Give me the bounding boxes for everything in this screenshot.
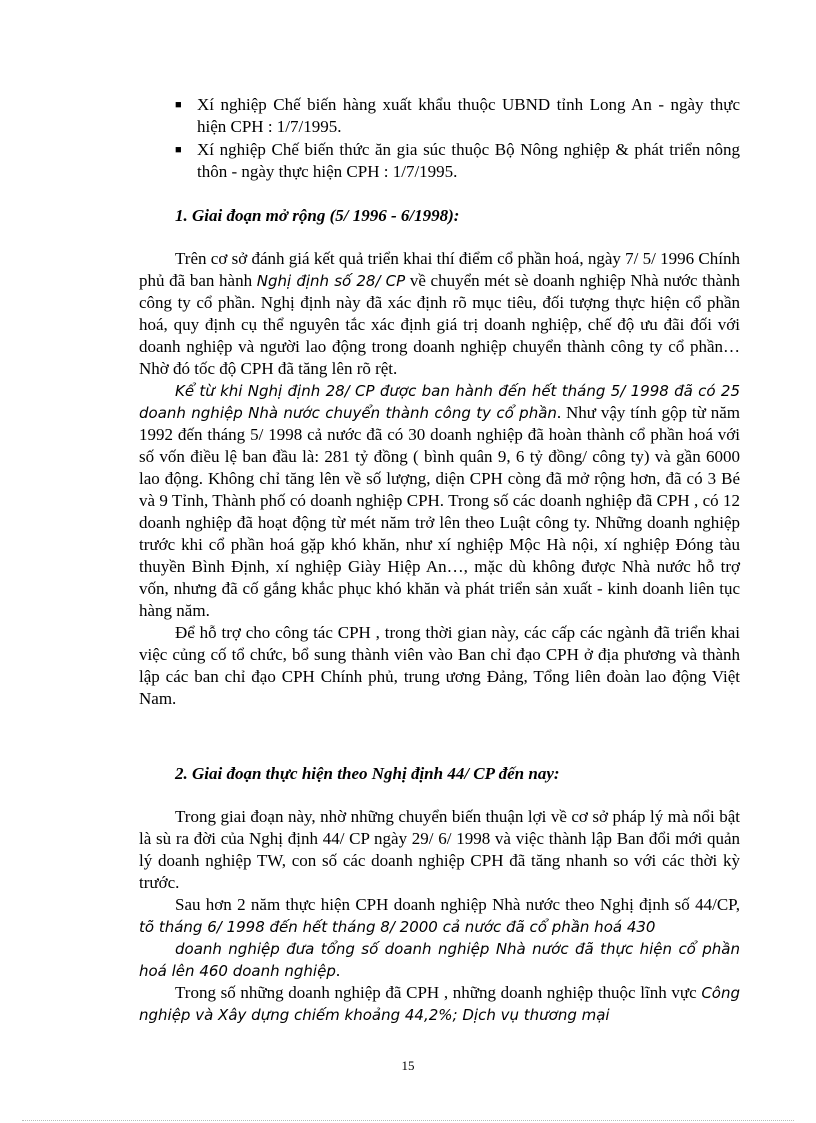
list-item [175,139,740,183]
section-2-paragraph-3: Trong số những doanh nghiệp đã CPH , những doanh nghiệp thuộc lĩnh vực Công nghiệp và Xây dựng chiếm khoảng 44,2%; Dịch vụ thương mại [139,983,740,1024]
bullet-list [175,94,740,184]
section-2-paragraph-1: Trong giai đoạn này, nhờ những chuyển biến thuận lợi về cơ sở pháp lý mà nổi bật là sù ra đời của Nghị định 44/ CP ngày 29/ 6/ 1998 và việc thành lập Ban đổi mới quản lý doanh nghiệp TW, con số các doanh nghiệp CPH đã tăng nhanh so với các thời kỳ trước. [139,807,740,892]
section-1-heading: 1. Giai đoạn mở rộng (5/ 1996 - 6/1998): [175,206,460,225]
list-item [175,94,740,138]
page-number: 15 [401,1058,415,1073]
square-bullet-icon: ■ [175,144,182,156]
bullet-text: Xí nghiệp Chế biến hàng xuất khẩu thuộc UBND tỉnh Long An - ngày thực hiện CPH : 1/7/1995. [197,95,740,136]
section-1-paragraph-2: Kể từ khi Nghị định 28/ CP được ban hành đến hết tháng 5/ 1998 đã có 25 doanh nghiệp Nhà nước chuyển thành công ty cổ phần. Như vậy tính gộp từ năm 1992 đến tháng 5/ 1998 cả nước đã có 30 doanh nghiệp đã hoàn thành cổ phần hoá với số vốn điều lệ ban đầu là: 281 tỷ đồng ( bình quân 9, 6 tỷ đồng/ công ty) và gần 6000 lao động. Không chỉ tăng lên về số lượng, diện CPH còng đã mở rộng hơn, đã có 3 Bé và 9 Tỉnh, Thành phố có doanh nghiệp CPH. Trong số các doanh nghiệp đã CPH , có 12 doanh nghiệp đã hoạt động từ mét năm trở lên theo Luật công ty. Những doanh nghiệp trước khi cổ phần hoá gặp khó khăn, như xí nghiệp Mộc Hà nội, xí nghiệp Đóng tàu thuyền Bình Định, xí nghiệp Giày Hiệp An…, mặc dù không được Nhà nước hỗ trợ vốn, nhưng đã cố gắng khắc phục khó khăn và phát triển sản xuất - kinh doanh liên tục hàng năm. [139,382,740,620]
section-1-paragraph-1: Trên cơ sở đánh giá kết quả triển khai thí điểm cổ phần hoá, ngày 7/ 5/ 1996 Chính phủ đã ban hành Nghị định số 28/ CP về chuyển mét sè doanh nghiệp Nhà nước thành công ty cổ phần. Nghị định này đã xác định rõ mục tiêu, đối tượng thực hiện cổ phần hoá, quy định cụ thể nguyên tắc xác định giá trị doanh nghiệp, chế độ ưu đãi đối với doanh nghiệp và người lao động trong doanh nghiệp chuyển thành công ty cổ phần…Nhờ đó tốc độ CPH đã tăng lên rõ rệt. [139,249,741,378]
section-1-paragraph-3: Để hỗ trợ cho công tác CPH , trong thời gian này, các cấp các ngành đã triển khai việc củng cố tổ chức, bổ sung thành viên vào Ban chỉ đạo CPH ở địa phương và thành lập các ban chỉ đạo CPH Chính phủ, trung ương Đảng, Tổng liên đoàn lao động Việt Nam. [139,623,740,708]
section-2-paragraph-2: Sau hơn 2 năm thực hiện CPH doanh nghiệp Nhà nước theo Nghị định số 44/CP, tõ tháng 6/ 1998 đến hết tháng 8/ 2000 cả nước đã cổ phần hoá 430 [139,895,740,936]
page-border-line [22,1120,794,1121]
section-2-paragraph-2-continued: doanh nghiệp đưa tổng số doanh nghiệp Nhà nước đã thực hiện cổ phần hoá lên 460 doanh nghiệp. [139,940,740,980]
section-1-body [139,248,740,710]
section-2-body [139,806,740,1026]
bullet-text: Xí nghiệp Chế biến thức ăn gia súc thuộc Bộ Nông nghiệp & phát triển nông thôn - ngày thực hiện CPH : 1/7/1995. [197,140,740,181]
section-2-heading: 2. Giai đoạn thực hiện theo Nghị định 44/ CP đến nay: [175,764,560,783]
square-bullet-icon: ■ [175,99,182,111]
